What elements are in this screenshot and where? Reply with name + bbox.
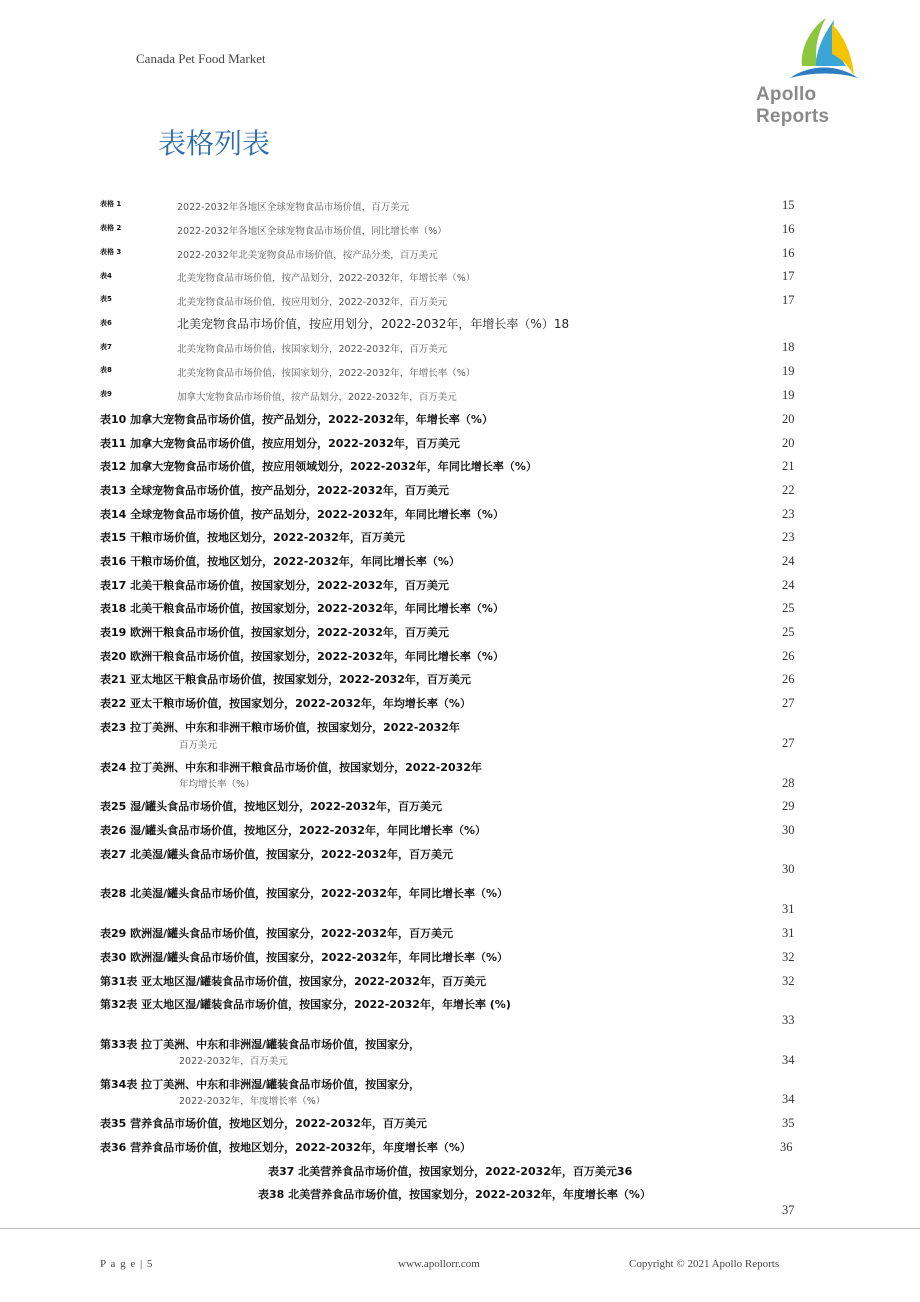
- entry-label: 表格 2: [100, 224, 122, 232]
- entry-text[interactable]: 表24 拉丁美洲、中东和非洲干粮食品市场价值，按国家划分，2022-2032年: [100, 761, 482, 774]
- entry-page[interactable]: 30: [782, 823, 795, 837]
- entry-text[interactable]: 表17 北美干粮食品市场价值，按国家划分，2022-2032年，百万美元: [100, 579, 449, 592]
- entry-text[interactable]: 北美宠物食品市场价值，按国家划分，2022-2032年，年增长率（%）: [177, 368, 476, 379]
- entry-page[interactable]: 30: [782, 862, 795, 876]
- entry-text[interactable]: 表36 营养食品市场价值，按地区划分，2022-2032年，年度增长率（%）: [100, 1141, 471, 1154]
- entry-page[interactable]: 34: [782, 1053, 795, 1067]
- entry-text[interactable]: 第33表 拉丁美洲、中东和非洲湿/罐装食品市场价值，按国家分，: [100, 1038, 421, 1051]
- entry-text[interactable]: 第31表 亚太地区湿/罐装食品市场价值，按国家分，2022-2032年，百万美元: [100, 975, 486, 988]
- entry-text[interactable]: 表30 欧洲湿/罐头食品市场价值，按国家分，2022-2032年，年同比增长率（%）: [100, 951, 508, 964]
- entry-text[interactable]: 2022-2032年各地区全球宠物食品市场价值，百万美元: [177, 202, 410, 213]
- entry-text[interactable]: 表16 干粮市场价值，按地区划分，2022-2032年，年同比增长率（%）: [100, 555, 460, 568]
- entry-page[interactable]: 32: [782, 950, 795, 964]
- entry-text[interactable]: 表28 北美湿/罐头食品市场价值，按国家分，2022-2032年，年同比增长率（%）: [100, 887, 508, 900]
- entry-text[interactable]: 北美宠物食品市场价值，按国家划分，2022-2032年，百万美元: [177, 344, 448, 355]
- entry-text[interactable]: 表14 全球宠物食品市场价值，按产品划分，2022-2032年，年同比增长率（%）: [100, 508, 504, 521]
- entry-page[interactable]: 21: [782, 459, 795, 473]
- entry-text[interactable]: 表21 亚太地区干粮食品市场价值，按国家划分，2022-2032年，百万美元: [100, 673, 471, 686]
- entry-label: 表8: [100, 366, 112, 374]
- footer-page-number: P a g e | 5: [100, 1258, 154, 1270]
- entry-text[interactable]: 表38 北美营养食品市场价值，按国家划分，2022-2032年，年度增长率（%）: [258, 1188, 651, 1201]
- entry-label: 表5: [100, 295, 112, 303]
- entry-label: 表9: [100, 390, 112, 398]
- entry-page[interactable]: 23: [782, 530, 795, 544]
- entry-text[interactable]: 加拿大宠物食品市场价值，按产品划分，2022-2032年，百万美元: [177, 392, 457, 403]
- entry-page[interactable]: 27: [782, 736, 795, 750]
- entry-page[interactable]: 19: [782, 364, 795, 378]
- entry-page[interactable]: 24: [782, 554, 795, 568]
- entry-page[interactable]: 33: [782, 1013, 795, 1027]
- apollo-logo-icon: [752, 14, 894, 84]
- entry-text[interactable]: 第32表 亚太地区湿/罐装食品市场价值，按国家分，2022-2032年，年增长率 (%): [100, 998, 511, 1011]
- entry-page[interactable]: 17: [782, 269, 795, 283]
- entry-page[interactable]: 28: [782, 776, 795, 790]
- entry-text[interactable]: 2022-2032年北美宠物食品市场价值，按产品分类，百万美元: [177, 250, 438, 261]
- entry-page[interactable]: 17: [782, 293, 795, 307]
- entry-page[interactable]: 16: [782, 246, 795, 260]
- entry-page[interactable]: 37: [782, 1203, 795, 1217]
- entry-page[interactable]: 25: [782, 625, 795, 639]
- entry-subtext: 年均增长率（%）: [179, 779, 255, 790]
- entry-text[interactable]: 2022-2032年各地区全球宠物食品市场价值，同比增长率（%）: [177, 226, 447, 237]
- entry-page[interactable]: 15: [782, 198, 795, 212]
- entry-text[interactable]: 北美宠物食品市场价值，按产品划分，2022-2032年，年增长率（%）: [177, 273, 476, 284]
- entry-label: 表4: [100, 272, 112, 280]
- entry-text[interactable]: 表10 加拿大宠物食品市场价值，按产品划分，2022-2032年，年增长率（%）: [100, 413, 493, 426]
- entry-text[interactable]: 第34表 拉丁美洲、中东和非洲湿/罐装食品市场价值，按国家分，: [100, 1078, 421, 1091]
- entry-text[interactable]: 表15 干粮市场价值，按地区划分，2022-2032年，百万美元: [100, 531, 405, 544]
- entry-page[interactable]: 23: [782, 507, 795, 521]
- entry-page[interactable]: 26: [782, 672, 795, 686]
- entry-page[interactable]: 34: [782, 1092, 795, 1106]
- entry-text[interactable]: 表20 欧洲干粮食品市场价值，按国家划分，2022-2032年，年同比增长率（%）: [100, 650, 504, 663]
- entry-page[interactable]: 32: [782, 974, 795, 988]
- entry-text[interactable]: 表18 北美干粮食品市场价值，按国家划分，2022-2032年，年同比增长率（%）: [100, 602, 504, 615]
- logo-text: Apollo Reports: [756, 84, 830, 127]
- entry-label: 表格 3: [100, 248, 122, 256]
- entry-page[interactable]: 16: [782, 222, 795, 236]
- entry-page[interactable]: 26: [782, 649, 795, 663]
- entry-page[interactable]: 31: [782, 926, 795, 940]
- entry-subtext: 2022-2032年，百万美元: [179, 1056, 288, 1067]
- entry-text[interactable]: 表19 欧洲干粮食品市场价值，按国家划分，2022-2032年，百万美元: [100, 626, 449, 639]
- entry-text[interactable]: 表22 亚太干粮市场价值，按国家划分，2022-2032年，年均增长率（%）: [100, 697, 471, 710]
- entry-subtext: 百万美元: [179, 740, 218, 751]
- entry-page[interactable]: 36: [780, 1140, 793, 1154]
- entry-page[interactable]: 19: [782, 388, 795, 402]
- entry-text[interactable]: 表11 加拿大宠物食品市场价值，按应用划分，2022-2032年，百万美元: [100, 437, 460, 450]
- entry-label: 表6: [100, 319, 112, 327]
- entry-text[interactable]: 表27 北美湿/罐头食品市场价值，按国家分，2022-2032年，百万美元: [100, 848, 453, 861]
- entry-page[interactable]: 25: [782, 601, 795, 615]
- footer-copyright: Copyright © 2021 Apollo Reports: [629, 1258, 780, 1270]
- entry-page[interactable]: 22: [782, 483, 795, 497]
- entry-label: 表格 1: [100, 200, 122, 208]
- entry-text[interactable]: 表37 北美营养食品市场价值，按国家划分，2022-2032年，百万美元36: [268, 1165, 633, 1178]
- entry-page[interactable]: 27: [782, 696, 795, 710]
- page-title: 表格列表: [158, 127, 271, 160]
- entry-text[interactable]: 表25 湿/罐头食品市场价值，按地区划分，2022-2032年，百万美元: [100, 800, 442, 813]
- entry-text[interactable]: 表13 全球宠物食品市场价值，按产品划分，2022-2032年，百万美元: [100, 484, 449, 497]
- apollo-logo: [752, 14, 894, 127]
- entry-text[interactable]: 表35 营养食品市场价值，按地区划分，2022-2032年，百万美元: [100, 1117, 427, 1130]
- footer-website-link[interactable]: www.apollorr.com: [398, 1258, 480, 1270]
- entry-subtext: 2022-2032年，年度增长率（%）: [179, 1096, 326, 1107]
- report-title: Canada Pet Food Market: [136, 51, 266, 66]
- entry-page[interactable]: 31: [782, 902, 795, 916]
- entry-page[interactable]: 24: [782, 578, 795, 592]
- entry-text[interactable]: 北美宠物食品市场价值，按应用划分，2022-2032年，百万美元: [177, 297, 448, 308]
- entry-page[interactable]: 35: [782, 1116, 795, 1130]
- entry-text[interactable]: 北美宠物食品市场价值，按应用划分，2022-2032年，年增长率（%）18: [177, 317, 570, 331]
- entry-text[interactable]: 表26 湿/罐头食品市场价值，按地区分，2022-2032年，年同比增长率（%）: [100, 824, 486, 837]
- entry-page[interactable]: 29: [782, 799, 795, 813]
- entry-page[interactable]: 20: [782, 412, 795, 426]
- entry-page[interactable]: 20: [782, 436, 795, 450]
- entry-label: 表7: [100, 343, 112, 351]
- entry-text[interactable]: 表29 欧洲湿/罐头食品市场价值，按国家分，2022-2032年，百万美元: [100, 927, 453, 940]
- entry-text[interactable]: 表12 加拿大宠物食品市场价值，按应用领域划分，2022-2032年，年同比增长率（%）: [100, 460, 537, 473]
- footer-divider: [0, 1228, 920, 1229]
- entry-text[interactable]: 表23 拉丁美洲、中东和非洲干粮市场价值，按国家划分，2022-2032年: [100, 721, 460, 734]
- entry-page[interactable]: 18: [782, 340, 795, 354]
